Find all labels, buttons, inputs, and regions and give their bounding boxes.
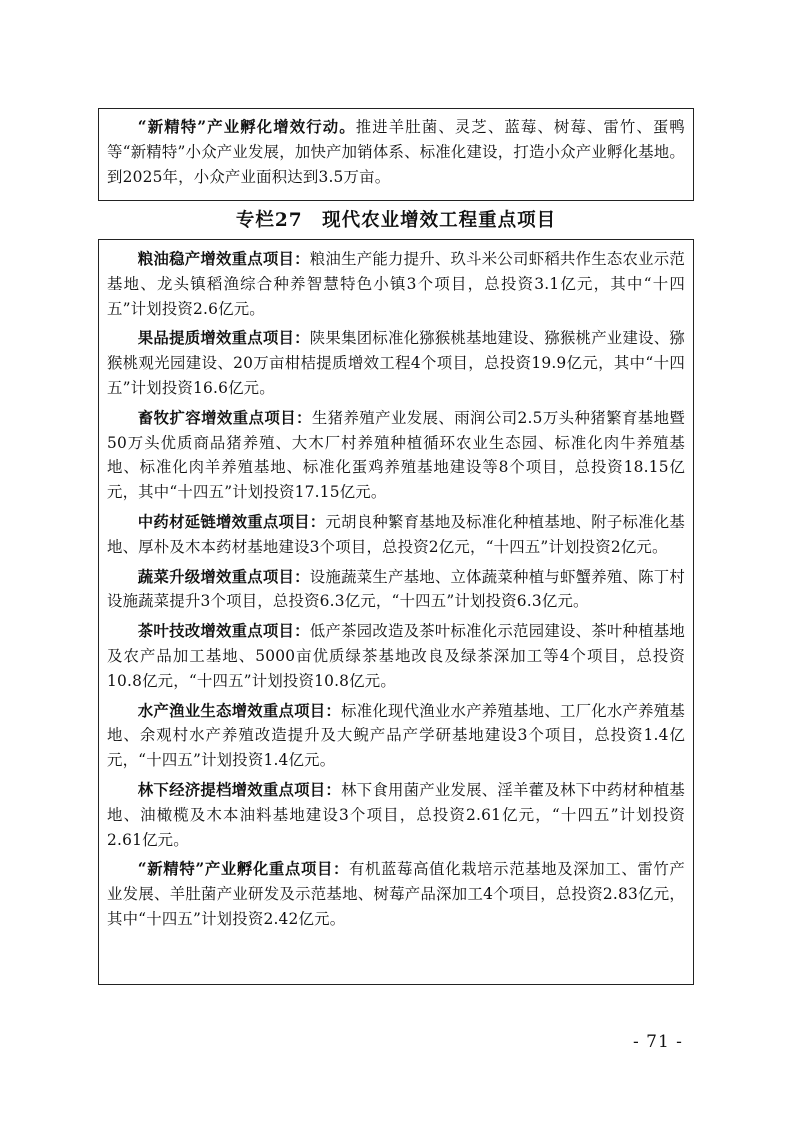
- project-lead: 果品提质增效重点项目：: [137, 329, 310, 348]
- project-lead: 茶叶技改增效重点项目：: [137, 622, 310, 641]
- project-body: 低产茶园改造及茶叶标准化示范园建设、茶叶种植基地及农产品加工基地、5000亩优质绿茶基地改良及绿茶深加工等4个项目，总投资10.8亿元，“十四五”计划投资10.8亿元。: [107, 622, 685, 690]
- project-body: 标准化现代渔业水产养殖基地、工厂化水产养殖基地、余观村水产养殖改造提升及大鲵产品产学研基地建设3个项目，总投资1.4亿元，“十四五”计划投资1.4亿元。: [107, 701, 685, 770]
- project-lead: “新精特”产业孵化重点项目：: [137, 860, 349, 879]
- project-lead: 畜牧扩容增效重点项目：: [137, 408, 312, 427]
- action-lead: “新精特”产业孵化增效行动。: [137, 118, 356, 136]
- project-body: 有机蓝莓高值化栽培示范基地及深加工、雷竹产业发展、羊肚菌产业研发及示范基地、树莓产品深加工4个项目，总投资2.83亿元，其中“十四五”计划投资2.42亿元。: [107, 860, 685, 928]
- project-body: 生猪养殖产业发展、雨润公司2.5万头种猪繁育基地暨50万头优质商品猪养殖、大木厂村养殖种植循环农业生态园、标准化肉牛养殖基地、标准化肉羊养殖基地、标准化蛋鸡养殖基地建设等8个项目，总投资18.15亿元，其中“十四五”计划投资17.15亿元。: [107, 408, 685, 502]
- project-item: [107, 565, 685, 615]
- project-item: [107, 619, 685, 693]
- project-body: 元胡良种繁育基地及标准化种植基地、附子标准化基地、厚朴及木本药材基地建设3个项目，总投资2亿元，“十四五”计划投资2亿元。: [107, 512, 685, 556]
- project-body: 设施蔬菜生产基地、立体蔬菜种植与虾蟹养殖、陈丁村设施蔬菜提升3个项目，总投资6.3亿元，“十四五”计划投资6.3亿元。: [107, 567, 685, 611]
- project-item: [107, 778, 685, 852]
- project-item: [107, 857, 685, 931]
- project-lead: 蔬菜升级增效重点项目：: [137, 567, 310, 586]
- project-lead: 林下经济提档增效重点项目：: [137, 780, 342, 799]
- project-lead: 中药材延链增效重点项目：: [137, 512, 326, 531]
- action-box: [98, 108, 694, 201]
- project-body: 林下食用菌产业发展、淫羊藿及林下中药材种植基地、油橄榄及木本油料基地建设3个项目，总投资2.61亿元，“十四五”计划投资2.61亿元。: [107, 780, 685, 849]
- page-number: - 71 -: [633, 1032, 683, 1052]
- project-item: [107, 326, 685, 400]
- projects-box: [98, 239, 694, 985]
- project-item: [107, 247, 685, 321]
- project-body: 陕果集团标准化猕猴桃基地建设、猕猴桃产业建设、猕猴桃观光园建设、20万亩柑桔提质增效工程4个项目，总投资19.9亿元，其中“十四五”计划投资16.6亿元。: [107, 329, 685, 397]
- action-paragraph: [107, 115, 685, 189]
- project-lead: 粮油稳产增效重点项目：: [137, 250, 310, 268]
- action-body: 推进羊肚菌、灵芝、蓝莓、树莓、雷竹、蛋鸭等“新精特”小众产业发展，加快产加销体系、标准化建设，打造小众产业孵化基地。到2025年，小众产业面积达到3.5万亩。: [107, 118, 685, 186]
- project-item: [107, 699, 685, 773]
- column-title: 专栏27 现代农业增效工程重点项目: [235, 210, 557, 231]
- project-item: [107, 510, 685, 560]
- project-body: 粮油生产能力提升、玖斗米公司虾稻共作生态农业示范基地、龙头镇稻渔综合种养智慧特色小镇3个项目，总投资3.1亿元，其中“十四五”计划投资2.6亿元。: [107, 250, 685, 318]
- project-item: [107, 406, 685, 505]
- project-lead: 水产渔业生态增效重点项目：: [137, 701, 342, 720]
